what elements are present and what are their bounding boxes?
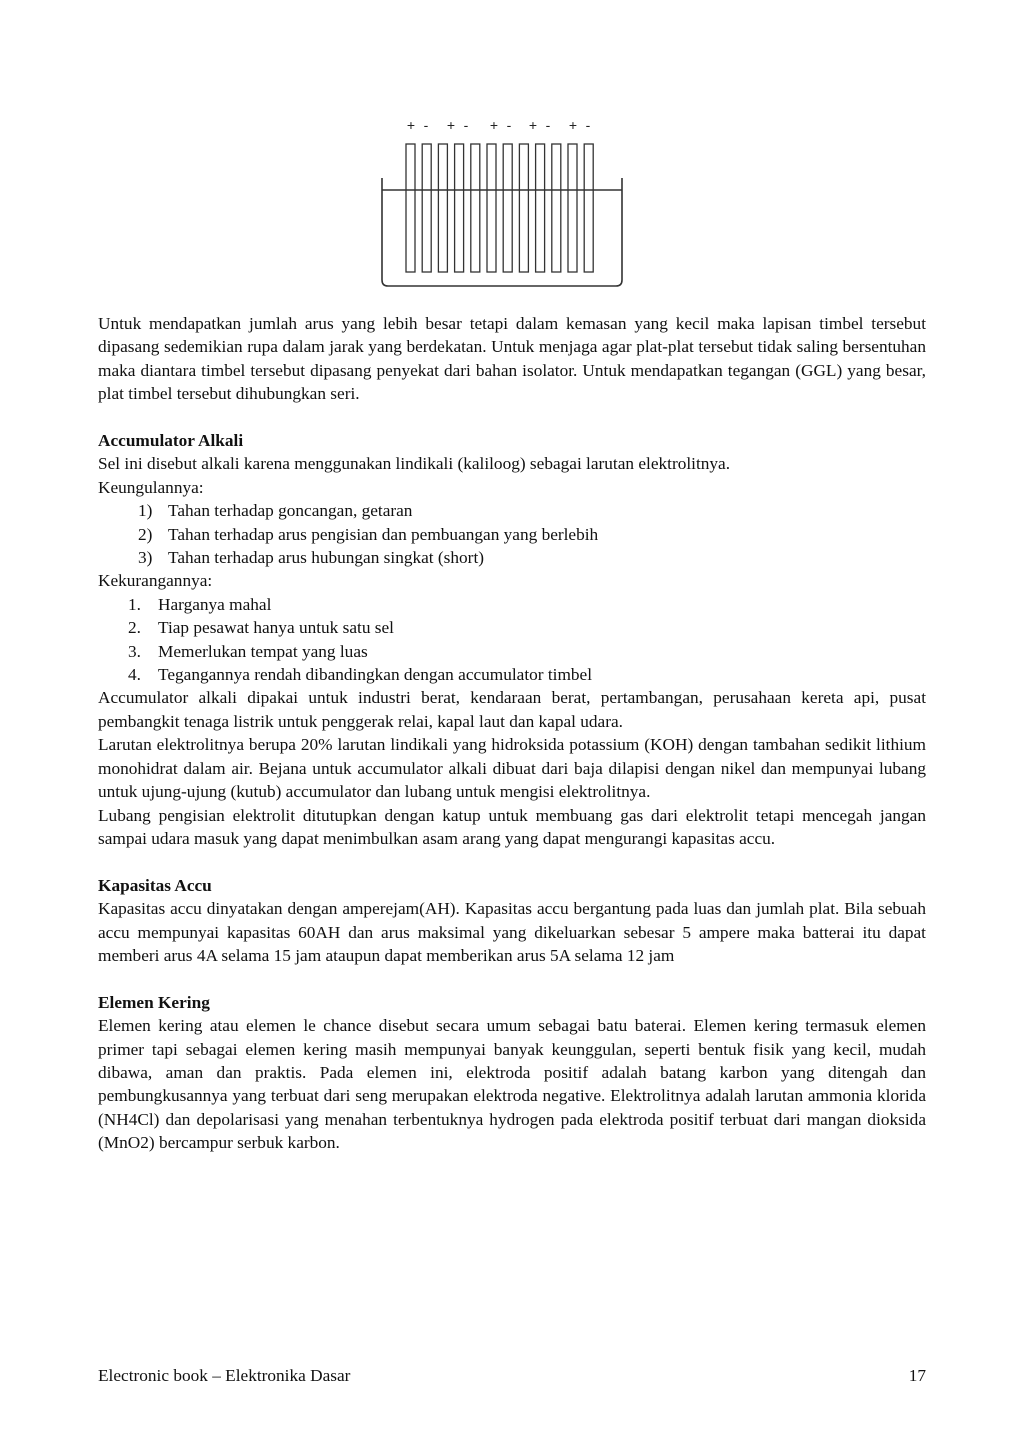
alkali-filling-paragraph: Lubang pengisian elektrolit ditutupkan dengan katup untuk membuang gas dari elektrolit tetapi mencegah jangan sampai udara masuk yang dapat menimbulkan asam arang yang dapat mengurangi kapasitas accu.: [98, 805, 926, 848]
footer-book-title: Electronic book – Elektronika Dasar: [98, 1366, 351, 1385]
plus-sign: +: [528, 117, 538, 133]
list-item: 1) Tahan terhadap goncangan, getaran: [138, 501, 413, 521]
advantages-list: [98, 499, 926, 569]
document-body: [98, 312, 926, 1155]
plus-sign: +: [489, 117, 499, 133]
disadvantages-list: [98, 593, 926, 687]
battery-plates-figure: [376, 110, 632, 290]
battery-plate: [422, 144, 431, 272]
kering-paragraph: Elemen kering atau elemen le chance disebut secara umum sebagai batu baterai. Elemen kering termasuk elemen primer tapi sebagai elemen kering masih mempunyai banyak keunggulan, seperti bentuk fisik yang kecil, mudah dibawa, aman dan praktis. Pada elemen ini, elektroda positif adalah batang karbon yang ditengah dan pembungkusannya yang terbuat dari seng merupakan elektroda negative. Elektrolitnya adalah larutan ammonia klorida (NH4Cl) dan depolarisasi yang menahan terbentuknya hydrogen pada elektroda positif terbuat dari mangan dioksida (MnO2) bercampur serbuk karbon.: [98, 1016, 926, 1153]
intro-paragraph: Untuk mendapatkan jumlah arus yang lebih besar tetapi dalam kemasan yang kecil maka lapisan timbel tersebut dipasang sedemikian rupa dalam jarak yang berdekatan. Untuk menjaga agar plat-plat tersebut tidak saling bersentuhan maka diantara timbel tersebut dipasang penyekat dari bahan isolator. Untuk mendapatkan tegangan (GGL) yang besar, plat timbel tersebut dihubungkan seri.: [98, 314, 926, 404]
plus-sign: +: [406, 117, 416, 133]
battery-plate: [406, 144, 415, 272]
list-item: 1. Harganya mahal: [128, 594, 272, 614]
alkali-usage-paragraph: Accumulator alkali dipakai untuk industri berat, kendaraan berat, pertambangan, perusahaan kereta api, pusat pembangkit tenaga listrik untuk penggerak relai, kapal laut dan kapal udara.: [98, 688, 926, 731]
minus-sign: -: [545, 117, 551, 133]
battery-plate: [487, 144, 496, 272]
footer-page-number: 17: [908, 1366, 926, 1385]
battery-plate: [536, 144, 545, 272]
minus-sign: -: [585, 117, 591, 133]
page-footer: [98, 1366, 926, 1386]
battery-plate: [455, 144, 464, 272]
list-item: 3) Tahan terhadap arus hubungan singkat (short): [138, 548, 484, 568]
battery-plate: [519, 144, 528, 272]
list-item: 4. Tegangannya rendah dibandingkan dengan accumulator timbel: [128, 665, 593, 685]
minus-sign: -: [463, 117, 469, 133]
minus-sign: -: [423, 117, 429, 133]
battery-plate: [584, 144, 593, 272]
list-item: 2) Tahan terhadap arus pengisian dan pembuangan yang berlebih: [138, 524, 599, 544]
battery-plate: [503, 144, 512, 272]
list-item: 2. Tiap pesawat hanya untuk satu sel: [128, 618, 394, 638]
alkali-intro: Sel ini disebut alkali karena menggunakan lindikali (kaliloog) sebagai larutan elektrolitnya.: [98, 454, 731, 474]
plus-sign: +: [446, 117, 456, 133]
section-heading-kapasitas-accu: Kapasitas Accu: [98, 875, 212, 895]
plus-sign: +: [568, 117, 578, 133]
battery-plate: [568, 144, 577, 272]
advantages-label: Keungulannya:: [98, 477, 204, 497]
section-heading-elemen-kering: Elemen Kering: [98, 992, 210, 1012]
battery-plate: [552, 144, 561, 272]
kapasitas-paragraph: Kapasitas accu dinyatakan dengan amperejam(AH). Kapasitas accu bergantung pada luas dan jumlah plat. Bila sebuah accu mempunyai kapasitas 60AH dan arus maksimal yang dikeluarkan sebesar 5 ampere maka batterai itu dapat memberi arus 4A selama 15 jam ataupun dapat memberikan arus 5A selama 12 jam: [98, 899, 926, 965]
minus-sign: -: [506, 117, 512, 133]
battery-plates-diagram: [376, 110, 632, 290]
section-heading-accumulator-alkali: Accumulator Alkali: [98, 431, 244, 451]
battery-plate: [438, 144, 447, 272]
disadvantages-label: Kekurangannya:: [98, 571, 213, 591]
battery-plate: [471, 144, 480, 272]
alkali-electrolyte-paragraph: Larutan elektrolitnya berupa 20% larutan lindikali yang hidroksida potassium (KOH) dengan tambahan sedikit lithium monohidrat dalam air. Bejana untuk accumulator alkali dibuat dari baja dilapisi dengan nikel dan mempunyai lubang untuk ujung-ujung (kutub) accumulator dan lubang untuk mengisi elektrolitnya.: [98, 735, 926, 802]
list-item: 3. Memerlukan tempat yang luas: [128, 641, 368, 661]
